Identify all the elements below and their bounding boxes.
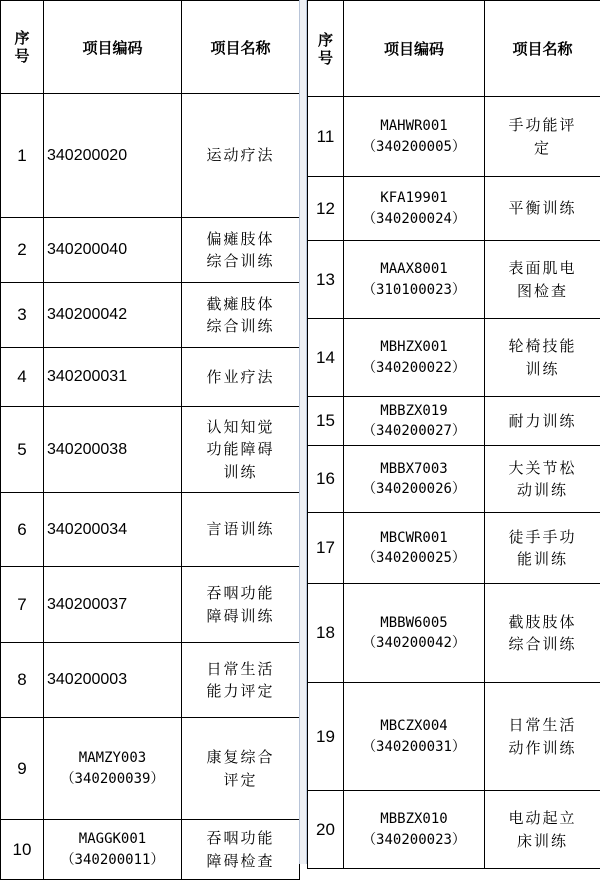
row-index: 19 (308, 683, 344, 791)
row-index: 9 (1, 718, 44, 820)
row-name: 吞咽功能 障碍训练 (182, 567, 300, 643)
row-name: 运动疗法 (182, 94, 300, 218)
row-name: 表面肌电 图检查 (485, 241, 600, 319)
row-code-secondary: （340200023） (344, 830, 484, 850)
row-name: 电动起立 床训练 (485, 791, 600, 869)
table-row (1, 283, 300, 348)
row-index: 20 (308, 791, 344, 869)
row-code (344, 177, 485, 241)
row-code-primary: MBCWR001 (344, 528, 484, 548)
row-name: 言语训练 (182, 493, 300, 567)
row-code: 340200031 (44, 348, 182, 407)
left-table-panel (0, 0, 299, 864)
row-name: 日常生活 动作训练 (485, 683, 600, 791)
row-name: 日常生活 能力评定 (182, 643, 300, 718)
row-code: 340200040 (44, 218, 182, 283)
row-code-secondary: （340200039） (44, 769, 181, 789)
row-code-secondary: （340200024） (344, 209, 484, 229)
row-code-primary: MBCZX004 (344, 716, 484, 736)
row-code-secondary: （340200005） (344, 137, 484, 157)
table-row (308, 791, 600, 869)
table-row (308, 97, 600, 177)
row-name: 平衡训练 (485, 177, 600, 241)
right-table-panel (307, 0, 600, 864)
row-code-secondary: （340200022） (344, 358, 484, 378)
row-code-secondary: （340200025） (344, 548, 484, 568)
row-code (344, 683, 485, 791)
row-code-secondary: （340200027） (344, 421, 484, 441)
row-code-secondary: （340200011） (44, 850, 181, 870)
header-index-text: 序号 (15, 29, 30, 65)
row-name: 大关节松 动训练 (485, 446, 600, 513)
row-code (344, 397, 485, 446)
row-index: 15 (308, 397, 344, 446)
row-name: 吞咽功能 障碍检查 (182, 820, 300, 880)
header-code: 项目编码 (344, 1, 485, 97)
row-code-primary: KFA19901 (344, 188, 484, 208)
row-name: 认知知觉 功能障碍 训练 (182, 407, 300, 493)
table-row (308, 584, 600, 683)
row-code-secondary: （340200042） (344, 633, 484, 653)
row-name: 手功能评 定 (485, 97, 600, 177)
row-code: 340200020 (44, 94, 182, 218)
row-code (344, 513, 485, 584)
row-index: 16 (308, 446, 344, 513)
row-code-primary: MBBZX019 (344, 401, 484, 421)
row-index: 3 (1, 283, 44, 348)
row-code: 340200042 (44, 283, 182, 348)
row-index: 12 (308, 177, 344, 241)
table-row (308, 513, 600, 584)
table-row (1, 820, 300, 880)
row-code-secondary: （340200031） (344, 737, 484, 757)
row-code-primary: MBBW6005 (344, 613, 484, 633)
table-row (1, 718, 300, 820)
row-index: 7 (1, 567, 44, 643)
row-code-secondary: （310100023） (344, 280, 484, 300)
table-row (308, 241, 600, 319)
table-header-row (1, 1, 300, 94)
header-index (308, 1, 344, 97)
row-index: 18 (308, 584, 344, 683)
row-code-primary: MAMZY003 (44, 748, 181, 768)
row-code (344, 319, 485, 397)
row-code (344, 584, 485, 683)
row-index: 1 (1, 94, 44, 218)
header-name: 项目名称 (485, 1, 600, 97)
table-row (1, 407, 300, 493)
row-code-primary: MBBZX010 (344, 809, 484, 829)
table-row (308, 397, 600, 446)
table-row (1, 218, 300, 283)
row-code (344, 446, 485, 513)
row-index: 6 (1, 493, 44, 567)
row-code: 340200003 (44, 643, 182, 718)
row-name: 康复综合 评定 (182, 718, 300, 820)
row-index: 17 (308, 513, 344, 584)
row-code-primary: MBHZX001 (344, 337, 484, 357)
table-row (308, 446, 600, 513)
right-project-table (307, 0, 600, 869)
row-code: 340200034 (44, 493, 182, 567)
table-row (1, 348, 300, 407)
row-name: 偏瘫肢体 综合训练 (182, 218, 300, 283)
row-code-primary: MAGGK001 (44, 829, 181, 849)
row-index: 11 (308, 97, 344, 177)
header-index (1, 1, 44, 94)
row-code (344, 791, 485, 869)
table-row (308, 683, 600, 791)
row-code-primary: MAHWR001 (344, 116, 484, 136)
row-code (344, 241, 485, 319)
row-name: 耐力训练 (485, 397, 600, 446)
table-row (308, 319, 600, 397)
table-header-row (308, 1, 600, 97)
row-code: 340200038 (44, 407, 182, 493)
row-name: 徒手手功 能训练 (485, 513, 600, 584)
row-index: 5 (1, 407, 44, 493)
row-name: 截肢肢体 综合训练 (485, 584, 600, 683)
row-code-secondary: （340200026） (344, 479, 484, 499)
row-index: 13 (308, 241, 344, 319)
table-row (308, 177, 600, 241)
row-name: 轮椅技能 训练 (485, 319, 600, 397)
row-name: 截瘫肢体 综合训练 (182, 283, 300, 348)
row-index: 14 (308, 319, 344, 397)
row-index: 4 (1, 348, 44, 407)
header-name: 项目名称 (182, 1, 300, 94)
row-code (44, 718, 182, 820)
row-code (44, 820, 182, 880)
row-code-primary: MAAX8001 (344, 259, 484, 279)
table-row (1, 567, 300, 643)
row-index: 10 (1, 820, 44, 880)
row-name: 作业疗法 (182, 348, 300, 407)
row-code: 340200037 (44, 567, 182, 643)
table-row (1, 94, 300, 218)
row-code-primary: MBBX7003 (344, 459, 484, 479)
row-index: 2 (1, 218, 44, 283)
header-index-text: 序号 (318, 31, 333, 67)
row-code (344, 97, 485, 177)
panel-divider (299, 0, 307, 864)
row-index: 8 (1, 643, 44, 718)
header-code: 项目编码 (44, 1, 182, 94)
table-row (1, 643, 300, 718)
table-row (1, 493, 300, 567)
